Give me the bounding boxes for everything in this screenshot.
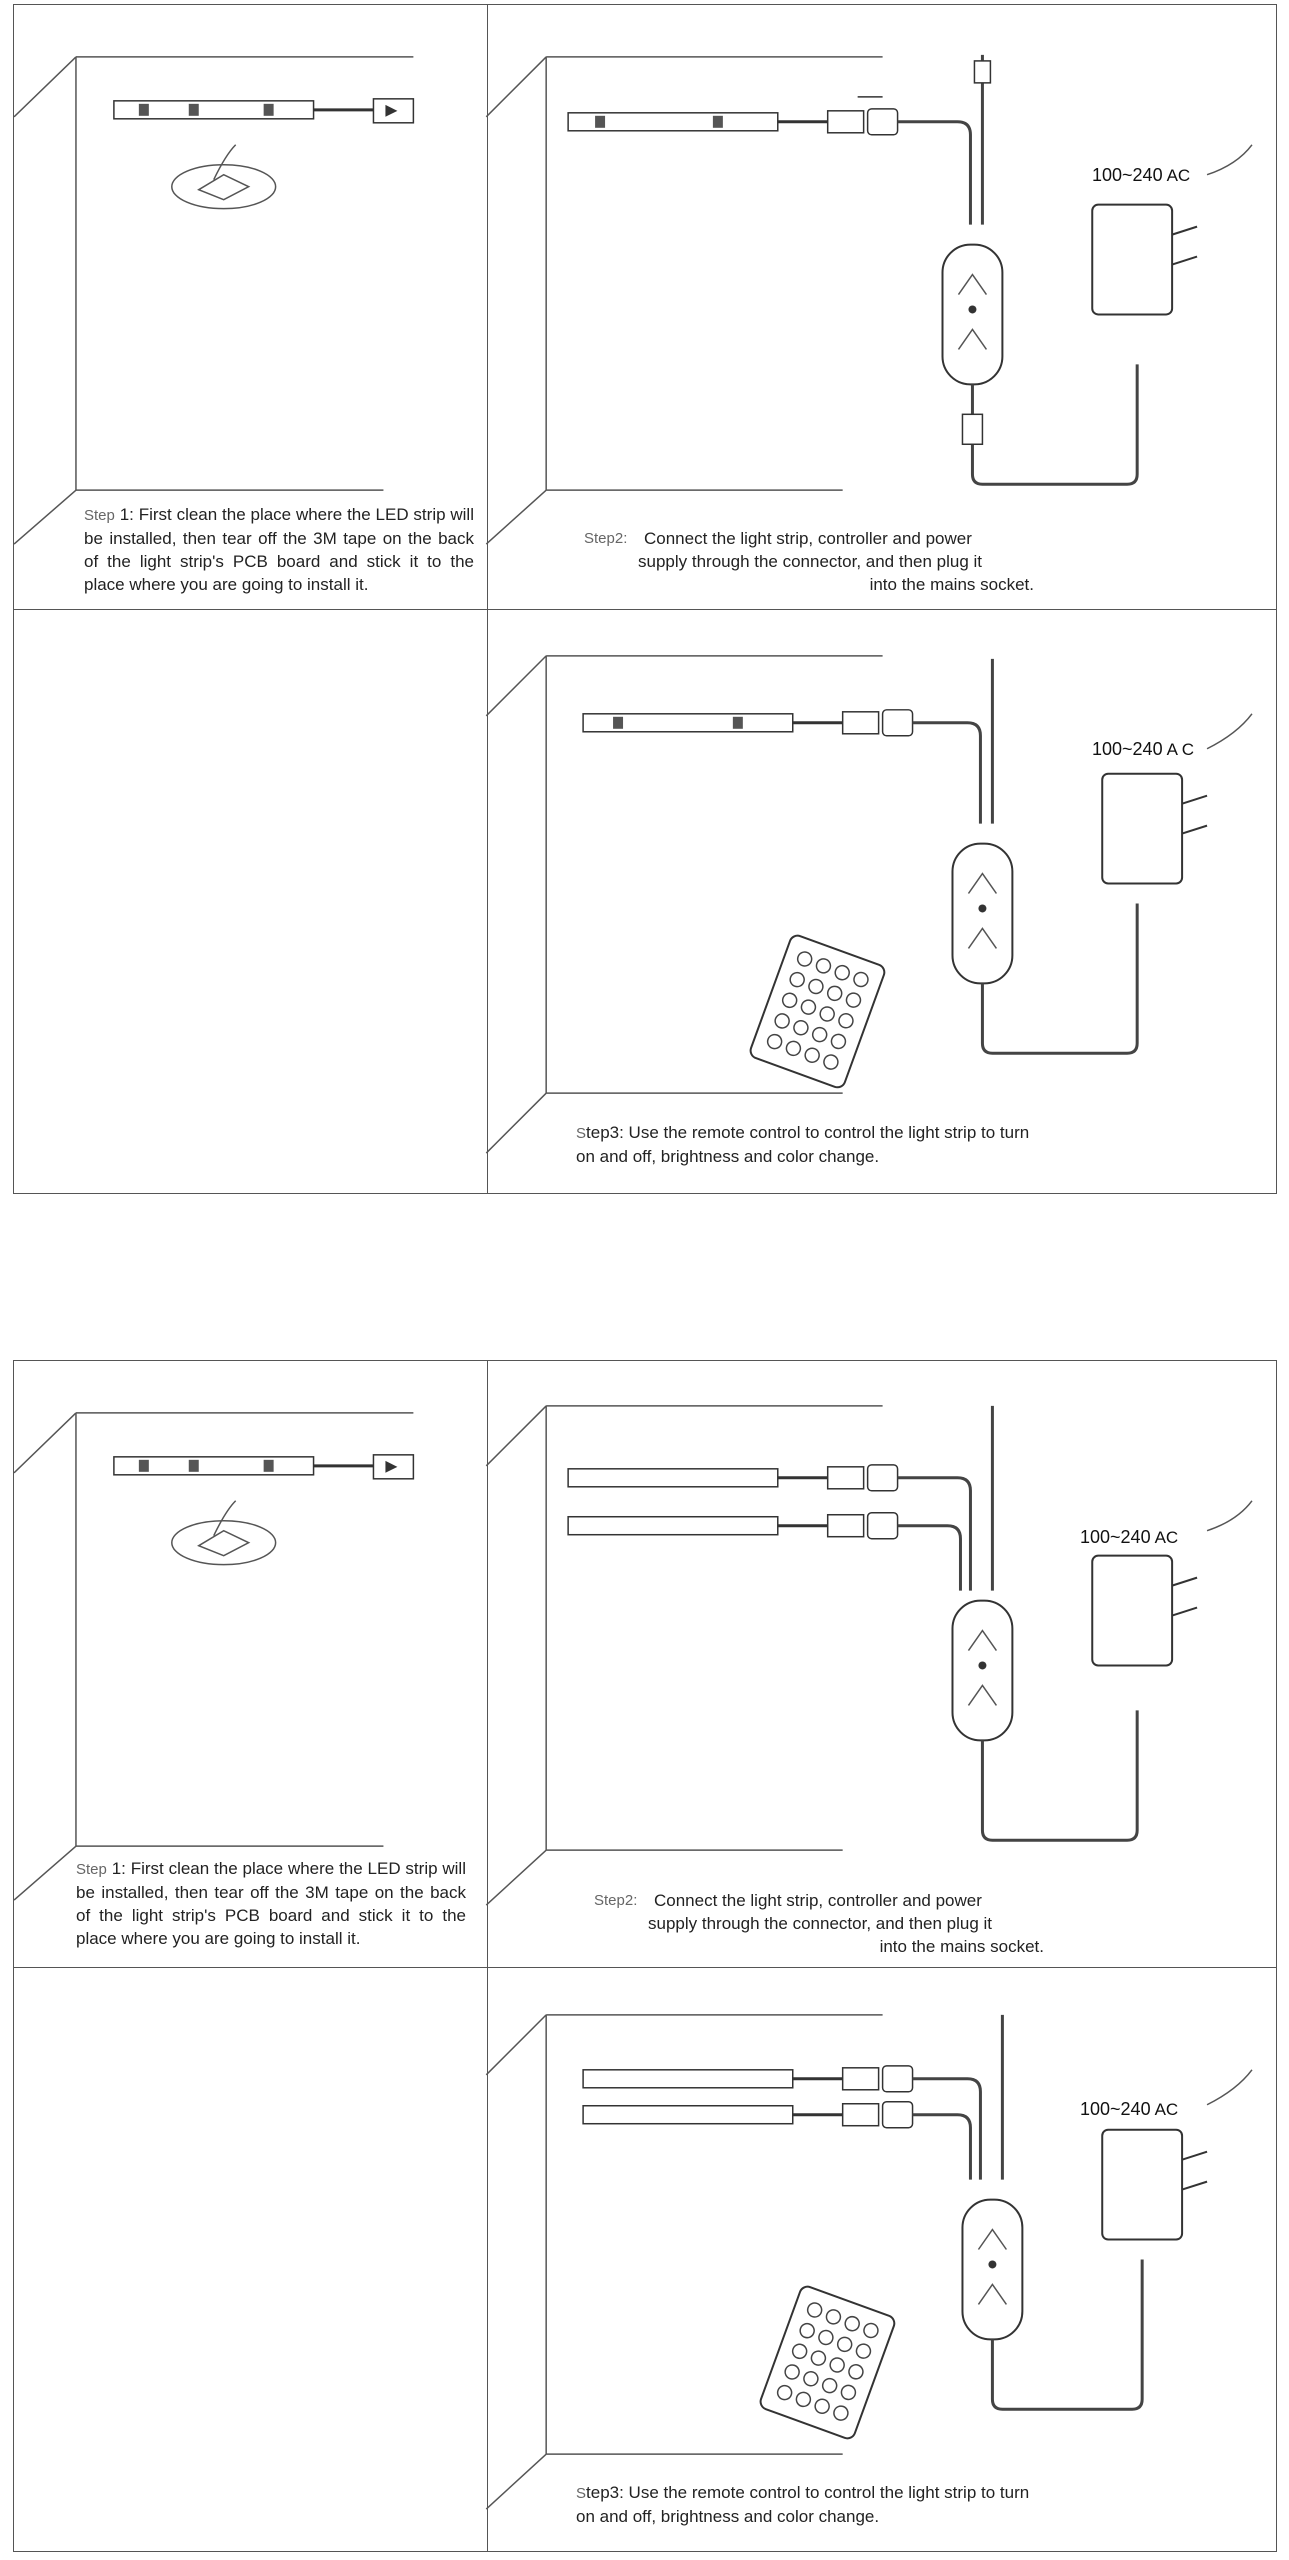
step2-line2: supply through the connector, and then plug it <box>648 1914 993 1933</box>
voltage-value: 100~240 <box>1080 1527 1151 1547</box>
controller-box <box>952 844 1012 984</box>
room-corner-step1 <box>14 57 413 544</box>
instruction-block-1 <box>13 4 1277 1194</box>
arrow <box>1207 145 1252 175</box>
step3-text: tep3: Use the remote control to control the light strip to turn <box>586 2483 1030 2502</box>
controller-box <box>942 245 1002 385</box>
remote-control <box>758 2284 896 2440</box>
step2-line3: into the mains socket. <box>869 575 1034 594</box>
voltage-value: 100~240 <box>1092 739 1163 759</box>
step2-caption <box>594 1889 1044 1958</box>
voltage-label-step2 <box>1080 1527 1178 1548</box>
arrow <box>1207 2070 1252 2105</box>
wire <box>972 364 1137 484</box>
controller-box <box>952 1601 1012 1741</box>
step1-number: 1: <box>119 505 134 524</box>
row-divider <box>14 1967 1276 1968</box>
arrow <box>1207 1501 1252 1531</box>
voltage-label-step2 <box>1092 165 1190 186</box>
led-strip-step2b <box>568 1513 897 1539</box>
tape-peel-icon <box>172 1501 276 1565</box>
step3-text: tep3: Use the remote control to control the light strip to turn <box>586 1123 1030 1142</box>
row-divider <box>14 609 1276 610</box>
voltage-unit: A C <box>1166 740 1194 759</box>
voltage-unit: AC <box>1154 1528 1179 1547</box>
step1-caption <box>84 503 474 596</box>
led-strip-step1 <box>114 1455 413 1479</box>
diagram-art <box>14 5 1276 1193</box>
step2-line2: supply through the connector, and then plug it <box>638 552 983 571</box>
voltage-value: 100~240 <box>1080 2099 1151 2119</box>
voltage-value: 100~240 <box>1092 165 1163 185</box>
led-strip-step2a <box>568 1465 897 1491</box>
dc-plug <box>962 414 982 444</box>
wire <box>898 122 971 225</box>
step3-caption <box>576 2481 1176 2528</box>
tape-peel-icon <box>172 145 276 209</box>
power-adapter <box>1092 1556 1197 1666</box>
step2-caption <box>584 527 1034 596</box>
column-divider <box>487 1361 488 2551</box>
step3-label: S <box>576 2485 587 2502</box>
led-strip-step3b <box>583 2102 912 2128</box>
step2-line1: Connect the light strip, controller and power <box>644 529 972 548</box>
step1-label: Step <box>84 507 115 524</box>
step1-label: Step <box>76 1861 107 1878</box>
led-strip-step2 <box>568 97 897 135</box>
connector <box>974 61 990 83</box>
arrow <box>1207 714 1252 749</box>
room-corner-step1 <box>14 1413 413 1900</box>
controller-box <box>962 2200 1022 2340</box>
step3-line2: on and off, brightness and color change. <box>576 2507 880 2526</box>
wire <box>913 723 981 824</box>
wire <box>913 2115 971 2180</box>
step1-caption <box>76 1857 466 1950</box>
step2-label: Step2: <box>594 1892 638 1909</box>
voltage-label-step3 <box>1092 739 1194 760</box>
voltage-unit: AC <box>1166 166 1191 185</box>
step2-line1: Connect the light strip, controller and power <box>654 1891 982 1910</box>
led-strip-step3 <box>583 710 912 736</box>
led-strip-step1 <box>114 99 413 123</box>
voltage-label-step3 <box>1080 2099 1178 2120</box>
step1-number: 1: <box>111 1859 126 1878</box>
instruction-block-2 <box>13 1360 1277 2552</box>
step1-text: First clean the place where the LED strip will be installed, then tear off the 3M tape on the back of the light strip's PCB board and stick it to the place where you are going to install it. <box>76 1859 466 1948</box>
remote-control <box>748 933 886 1089</box>
power-adapter <box>1102 2130 1207 2240</box>
step1-text: First clean the place where the LED strip will be installed, then tear off the 3M tape on the back of the light strip's PCB board and stick it to the place where you are going to install it. <box>84 505 474 594</box>
step3-line2: on and off, brightness and color change. <box>576 1147 880 1166</box>
power-adapter <box>1102 774 1207 884</box>
step3-label: S <box>576 1125 587 1142</box>
column-divider <box>487 5 488 1193</box>
room-corner-step3 <box>486 2015 882 2509</box>
power-adapter <box>1092 205 1197 315</box>
step2-line3: into the mains socket. <box>879 1937 1044 1956</box>
step3-caption <box>576 1121 1176 1168</box>
voltage-unit: AC <box>1154 2100 1179 2119</box>
led-strip-step3a <box>583 2066 912 2092</box>
step2-label: Step2: <box>584 530 628 547</box>
wire <box>898 1526 961 1591</box>
